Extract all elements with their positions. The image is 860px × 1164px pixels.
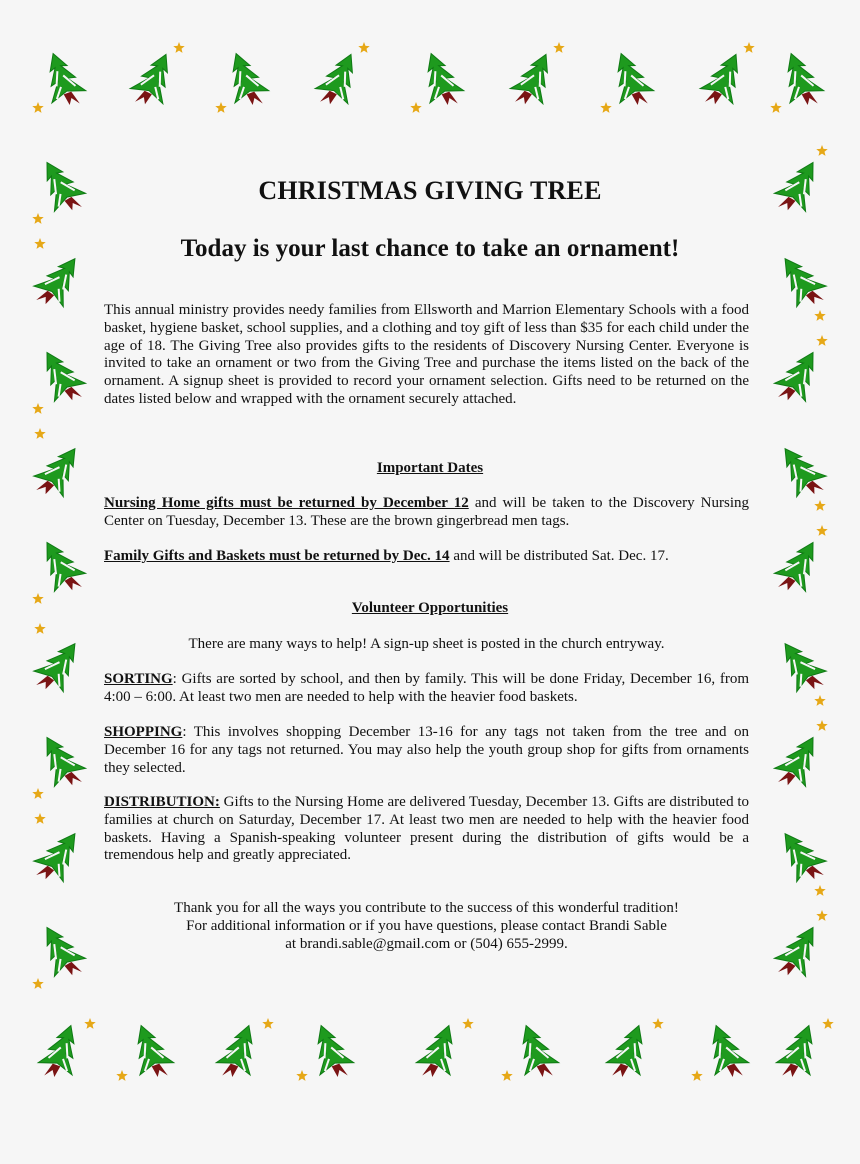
star-icon	[814, 695, 825, 706]
star-icon	[34, 623, 45, 634]
ribbon-icon	[705, 89, 722, 107]
star-icon	[32, 978, 43, 989]
nursing-home-deadline: Nursing Home gifts must be returned by December 12	[104, 495, 469, 511]
christmas-tree-icon	[769, 728, 828, 794]
christmas-tree-icon	[770, 823, 832, 890]
christmas-tree-icon	[219, 47, 272, 112]
star-icon	[553, 42, 564, 53]
christmas-tree-icon	[773, 1019, 826, 1084]
star-icon	[814, 310, 825, 321]
volunteer-heading: Volunteer Opportunities	[351, 600, 509, 616]
star-icon	[822, 1018, 833, 1029]
sorting-text: : Gifts are sorted by school, and then by family. This will be done Friday, December 16, from 4:00 – 6:00. At least two men are needed to help with the heavier food baskets.	[104, 671, 749, 705]
star-icon	[32, 788, 43, 799]
christmas-tree-icon	[36, 47, 89, 112]
distribution-text: Gifts to the Nursing Home are delivered Tuesday, December 13. Gifts are distributed to families at church on Saturday, December 17. At least two men are needed to help with the heavier food baskets. Having a Spanish-speaking volunteer present during the distribution of gifts would be a tremendous help and greatly appreciated.	[104, 794, 749, 864]
sorting-label: SORTING	[104, 671, 173, 687]
ribbon-icon	[442, 90, 458, 107]
star-icon	[501, 1070, 512, 1081]
ribbon-icon	[44, 1062, 60, 1079]
star-icon	[358, 42, 369, 53]
star-icon	[814, 885, 825, 896]
christmas-tree-icon	[770, 633, 832, 700]
star-icon	[32, 403, 43, 414]
star-icon	[215, 102, 226, 113]
christmas-tree-icon	[28, 823, 90, 890]
star-icon	[743, 42, 754, 53]
star-icon	[32, 102, 43, 113]
star-icon	[770, 102, 781, 113]
christmas-tree-icon	[28, 633, 90, 700]
star-icon	[296, 1070, 307, 1081]
star-icon	[814, 500, 825, 511]
ribbon-icon	[320, 89, 337, 107]
star-icon	[34, 813, 45, 824]
christmas-tree-icon	[31, 343, 90, 409]
star-icon	[462, 1018, 473, 1029]
christmas-tree-icon	[699, 1019, 752, 1084]
distribution-paragraph	[104, 794, 749, 865]
family-gifts-deadline: Family Gifts and Baskets must be returned by Dec. 14	[104, 548, 450, 564]
christmas-tree-icon	[696, 47, 752, 113]
christmas-tree-icon	[31, 918, 90, 984]
star-icon	[84, 1018, 95, 1029]
important-dates-heading: Important Dates	[376, 460, 484, 476]
star-icon	[116, 1070, 127, 1081]
star-icon	[816, 525, 827, 536]
christmas-tree-icon	[604, 47, 657, 112]
star-icon	[816, 145, 827, 156]
ribbon-icon	[135, 89, 152, 107]
christmas-tree-icon	[769, 533, 828, 599]
page-subtitle: Today is your last chance to take an ornament!	[180, 235, 680, 262]
christmas-tree-icon	[774, 47, 827, 112]
ribbon-icon	[632, 90, 648, 107]
ribbon-icon	[727, 1062, 743, 1079]
family-gifts-details: and will be distributed Sat. Dec. 17.	[449, 548, 669, 564]
star-icon	[652, 1018, 663, 1029]
christmas-tree-icon	[124, 1019, 177, 1084]
shopping-label: SHOPPING	[104, 724, 183, 740]
volunteer-intro: There are many ways to help! A sign-up sheet is posted in the church entryway.	[188, 636, 665, 652]
star-icon	[816, 720, 827, 731]
closing-line-1: Thank you for all the ways you contribute to the success of this wonderful tradition!	[174, 900, 679, 916]
star-icon	[34, 428, 45, 439]
christmas-tree-icon	[769, 343, 828, 409]
christmas-tree-icon	[506, 47, 562, 113]
nursing-home-details: and will be taken to the Discovery Nursing Center on Tuesday, December 13. These are the brown gingerbread men tags.	[104, 495, 749, 529]
christmas-tree-icon	[304, 1019, 357, 1084]
ribbon-icon	[782, 1062, 798, 1079]
closing-line-3: at brandi.sable@gmail.com or (504) 655-2999.	[285, 935, 568, 952]
ribbon-icon	[612, 1062, 628, 1079]
christmas-tree-icon	[603, 1019, 656, 1084]
ribbon-icon	[247, 90, 263, 107]
intro-paragraph: This annual ministry provides needy families from Ellsworth and Marrion Elementary Schools with a food basket, hygiene basket, school supplies, and a clothing and toy gift of less than $35 for each child under the age of 18. The Giving Tree also provides gifts to the residents of Discovery Nursing Center. Everyone is invited to take an ornament or two from the Giving Tree and purchase the items listed on the back of the ornament. A signup sheet is provided to record your ornament selection. Gifts need to be returned on the dates listed below and wrapped with the ornament securely attached.	[104, 302, 749, 407]
star-icon	[173, 42, 184, 53]
closing-message	[104, 900, 749, 953]
ribbon-icon	[152, 1062, 168, 1079]
christmas-tree-icon	[311, 47, 367, 113]
christmas-tree-icon	[413, 1019, 466, 1084]
christmas-tree-icon	[509, 1019, 562, 1084]
family-gifts-dates	[104, 548, 749, 566]
christmas-tree-icon	[213, 1019, 266, 1084]
ribbon-icon	[64, 90, 80, 107]
christmas-tree-icon	[126, 47, 182, 113]
christmas-tree-icon	[31, 728, 90, 794]
star-icon	[262, 1018, 273, 1029]
ribbon-icon	[802, 90, 818, 107]
ribbon-icon	[332, 1062, 348, 1079]
ribbon-icon	[515, 89, 532, 107]
star-icon	[410, 102, 421, 113]
star-icon	[691, 1070, 702, 1081]
christmas-tree-icon	[769, 918, 828, 984]
christmas-tree-icon	[35, 1019, 88, 1084]
star-icon	[600, 102, 611, 113]
ribbon-icon	[537, 1062, 553, 1079]
star-icon	[816, 910, 827, 921]
shopping-text: : This involves shopping December 13-16 for any tags not taken from the tree and on December 16 for any tags not returned. You may also help the youth group shop for gifts from ornaments they selected.	[104, 724, 749, 776]
christmas-tree-icon	[414, 47, 467, 112]
ribbon-icon	[422, 1062, 438, 1079]
sorting-paragraph	[104, 671, 749, 707]
closing-line-2: For additional information or if you have questions, please contact Brandi Sable	[186, 917, 667, 934]
christmas-tree-icon	[31, 533, 90, 599]
star-icon	[32, 213, 43, 224]
star-icon	[816, 335, 827, 346]
shopping-paragraph	[104, 724, 749, 777]
ribbon-icon	[222, 1062, 238, 1079]
nursing-home-dates	[104, 495, 749, 531]
page-title: CHRISTMAS GIVING TREE	[258, 176, 602, 205]
distribution-label: DISTRIBUTION:	[104, 794, 220, 810]
